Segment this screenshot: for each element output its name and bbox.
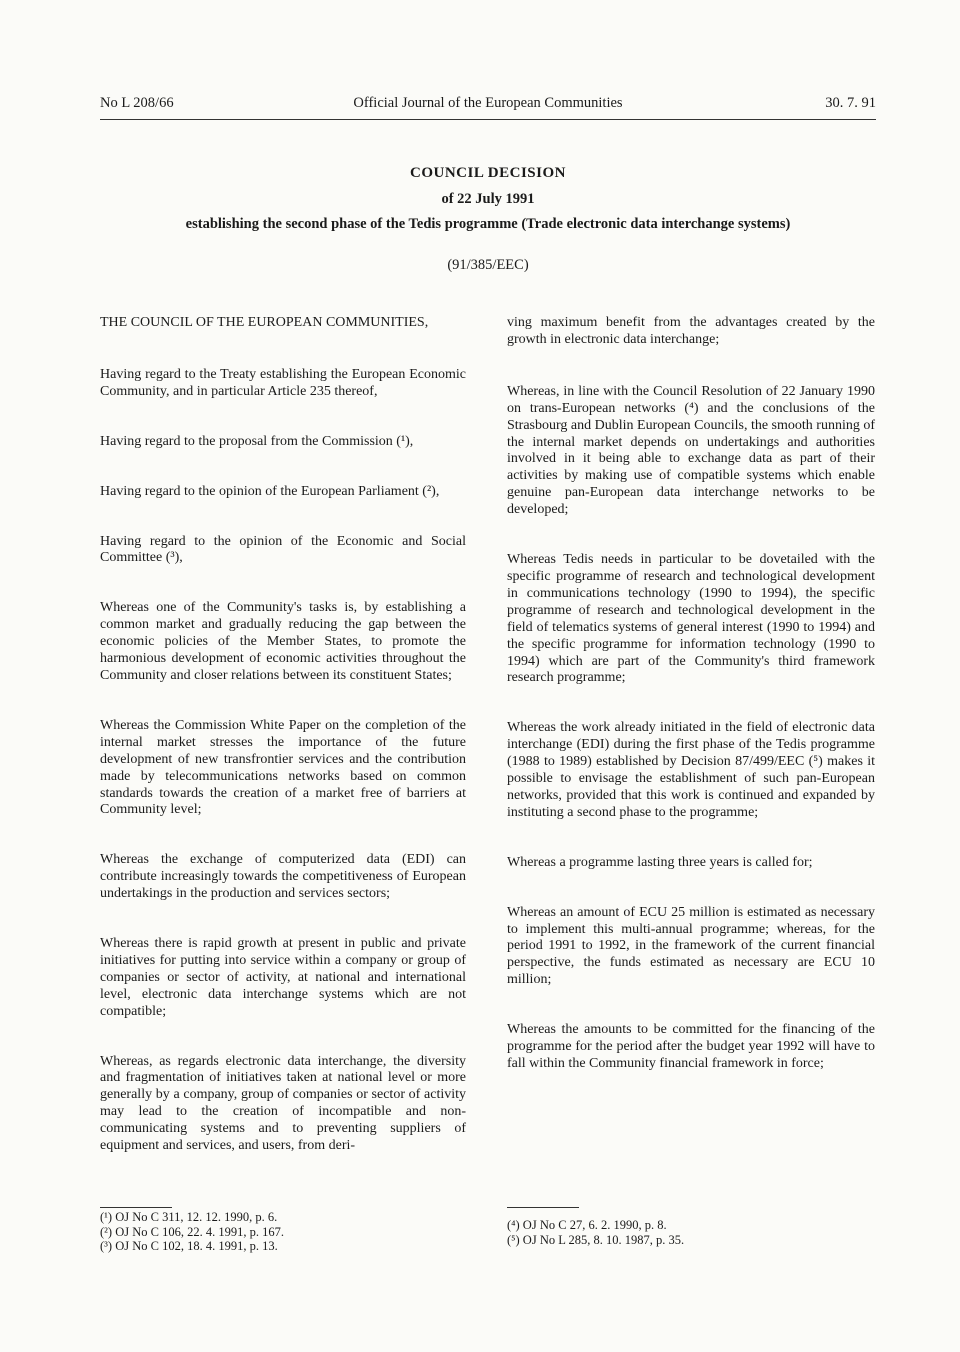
footnote: (²) OJ No C 106, 22. 4. 1991, p. 167. bbox=[100, 1224, 284, 1239]
footnote: (⁴) OJ No C 27, 6. 2. 1990, p. 8. bbox=[507, 1218, 667, 1232]
recital: Having regard to the opinion of the European Parliament (²), bbox=[100, 483, 440, 499]
recital: Whereas a programme lasting three years is called for; bbox=[507, 854, 813, 870]
recital: Whereas there is rapid growth at present in public and private initiatives for putting into service within a company or group of companies or sector of activity, at national and international level, electronic data interchange systems which are not compatible; bbox=[100, 936, 466, 1019]
recital: Whereas, in line with the Council Resolution of 22 January 1990 on trans-European networks (⁴) and the conclusions of the Strasbourg and Dublin European Councils, the smooth running of the internal market depends on undertakings and authorities involved in it being able to exchange data as part of their activities by making use of compatible systems which enable genuine pan-European data interchange networks to be developed; bbox=[507, 383, 875, 518]
footnote-rule-right bbox=[507, 1207, 579, 1208]
recital: Having regard to the Treaty establishing the European Economic Community, and in particular Article 235 thereof, bbox=[100, 366, 466, 399]
recital: Whereas the Commission White Paper on the completion of the internal market stresses the importance of the future development of new transfrontier services and the contribution made by telecommunications networks based on common standards towards the creation of a market free of barriers at Community level; bbox=[100, 717, 466, 818]
footnote: (³) OJ No C 102, 18. 4. 1991, p. 13. bbox=[100, 1239, 278, 1253]
recital: Whereas the amounts to be committed for the financing of the programme for the period after the budget year 1992 will have to fall within the Community financial framework in force; bbox=[507, 1022, 875, 1071]
recital: Whereas an amount of ECU 25 million is estimated as necessary to implement this multi-annual programme; whereas, for the period 1991 to 1992, in the framework of the current financial perspective, the funds estimated as necessary are ECU 10 million; bbox=[507, 904, 875, 988]
footnotes-right bbox=[507, 1218, 684, 1247]
footnote-rule-left bbox=[100, 1207, 172, 1208]
decision-number: (91/385/EEC) bbox=[447, 257, 529, 273]
recital: Whereas, as regards electronic data interchange, the diversity and fragmentation of initiatives taken at national level or more generally by a company, group of companies or sector of activity may lead to the creation of incompatible and non-communicating systems and to preventing suppliers of equipment and services, and users, from deri- bbox=[100, 1053, 466, 1154]
footnote: (⁵) OJ No L 285, 8. 10. 1987, p. 35. bbox=[507, 1232, 685, 1247]
publication-date: 30. 7. 91 bbox=[825, 95, 876, 111]
recital: Whereas the work already initiated in the field of electronic data interchange (EDI) during the first phase of the Tedis programme (1988 to 1989) established by Decision 87/499/EEC (⁵) makes it possible to envisage the establishment of such pan-European networks, provided that this work is continued and expanded by instituting a second phase to the programme; bbox=[507, 720, 875, 820]
recital: Having regard to the proposal from the Commission (¹), bbox=[100, 433, 414, 449]
right-column bbox=[507, 315, 875, 1106]
decision-date: of 22 July 1991 bbox=[441, 191, 535, 207]
left-column bbox=[100, 315, 466, 1188]
recital: ving maximum benefit from the advantages created by the growth in electronic data interchange; bbox=[507, 315, 875, 347]
recital: THE COUNCIL OF THE EUROPEAN COMMUNITIES, bbox=[100, 315, 429, 330]
journal-number: No L 208/66 bbox=[100, 95, 174, 111]
footnotes-left bbox=[100, 1210, 284, 1254]
journal-title: Official Journal of the European Communities bbox=[353, 95, 623, 111]
header-rule bbox=[100, 119, 876, 120]
recital: Whereas one of the Community's tasks is, by establishing a common market and gradually reducing the gap between the economic policies of the Member States, to promote the harmonious development of economic activities throughout the Community and closer relations between its constituent States; bbox=[100, 600, 466, 683]
decision-subject: establishing the second phase of the Tedis programme (Trade electronic data interchange systems) bbox=[185, 216, 791, 232]
recital: Whereas the exchange of computerized data (EDI) can contribute increasingly towards the competitiveness of European undertakings in the production and services sectors; bbox=[100, 852, 466, 902]
page-header bbox=[100, 95, 876, 117]
decision-type: COUNCIL DECISION bbox=[410, 165, 566, 181]
title-block bbox=[100, 162, 876, 275]
recital: Having regard to the opinion of the Economic and Social Committee (³), bbox=[100, 533, 466, 566]
recital: Whereas Tedis needs in particular to be dovetailed with the specific programme of research and technological development in communications technology (1990 to 1994), the specific programme of research and technological development in the field of telematics systems of general interest (1990 to 1994) and the specific programme for information technology (1990 to 1994) which are part of the Community's third framework research programme; bbox=[507, 552, 875, 686]
footnote: (¹) OJ No C 311, 12. 12. 1990, p. 6. bbox=[100, 1210, 278, 1224]
